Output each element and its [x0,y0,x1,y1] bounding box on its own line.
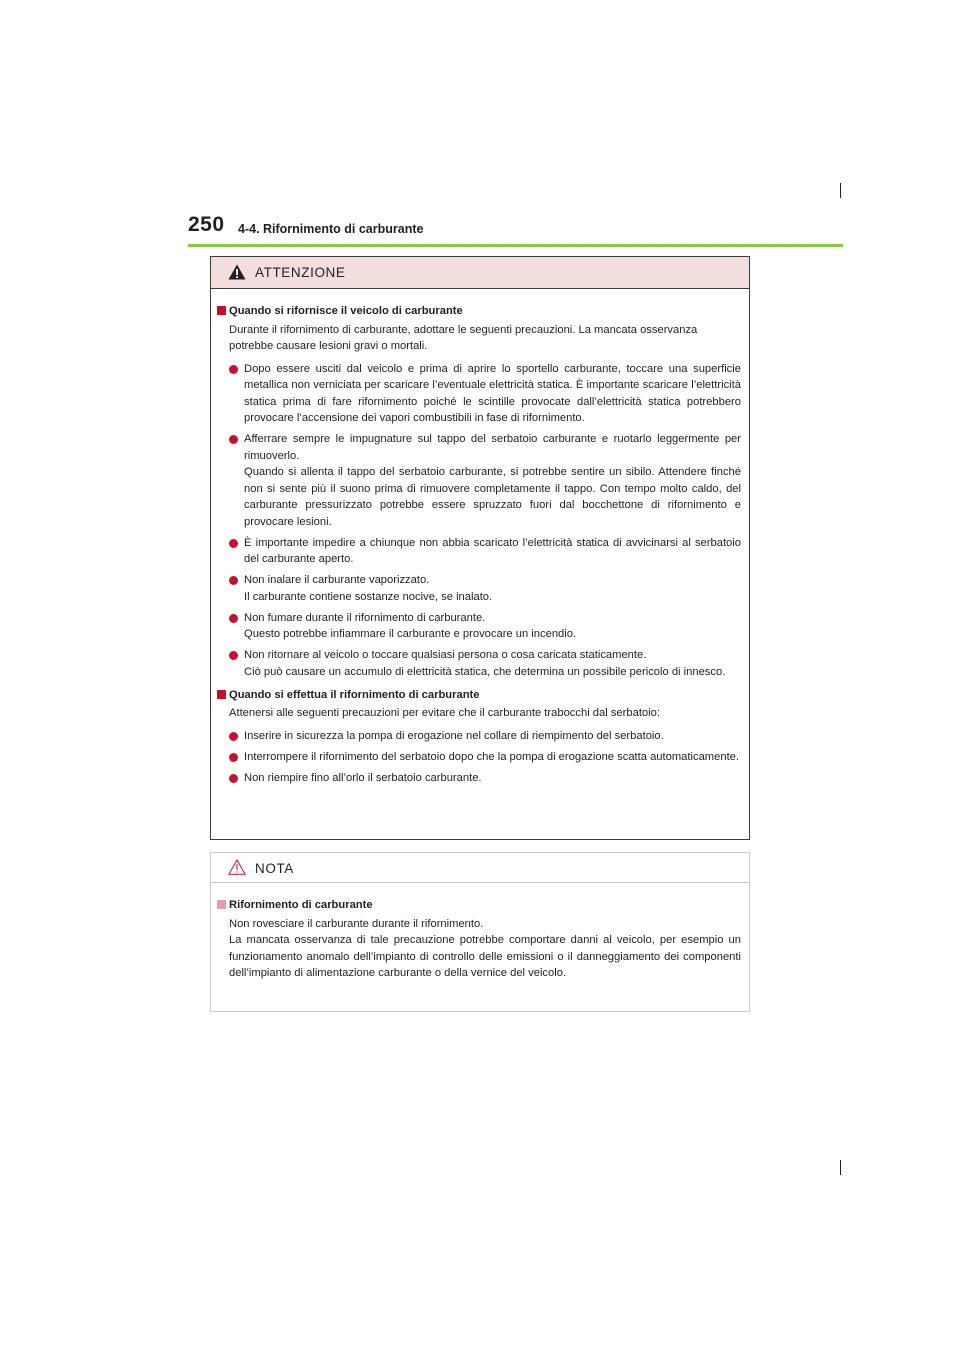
warning-section-intro: Durante il rifornimento di carburante, adottare le seguenti precauzioni. La mancata osservanza potrebbe causare lesioni gravi o mortali. [229,323,698,352]
note-content [211,883,749,982]
list-item [217,728,741,745]
list-item-text: Ciò può causare un accumulo di elettricità statica, che determina un possibile pericolo di innesco. [244,665,726,678]
list-item [217,431,741,530]
list-item-text: Non riempire fino all’orlo il serbatoio carburante. [244,771,482,784]
list-item-text: Interrompere il rifornimento del serbatoio dopo che la pompa di erogazione scatta automaticamente. [244,750,740,763]
list-item-text: Non ritornare al veicolo o toccare qualsiasi persona o cosa caricata staticamente. [244,649,647,661]
note-line: Non rovesciare il carburante durante il rifornimento. [229,917,484,930]
warning-content [211,289,749,786]
list-item-text: Non fumare durante il rifornimento di carburante. [244,611,486,624]
square-bullet-icon [217,690,226,699]
round-bullet-icon [229,753,238,762]
note-section-title: Rifornimento di carburante [217,897,741,914]
list-item [217,572,741,605]
list-item [217,749,741,766]
list-item-text: Non inalare il carburante vaporizzato. [244,574,430,586]
list-item [217,610,741,643]
round-bullet-icon [229,651,238,660]
crop-mark-top [840,183,841,198]
round-bullet-icon [229,732,238,741]
warning-section-title: Quando si effettua il rifornimento di carburante [217,687,741,704]
list-item-text: È importante impedire a chiunque non abbia scaricato l’elettricità statica di avvicinarsi al serbatoio del carburante aperto. [244,536,741,565]
section-title: 4-4. Rifornimento di carburante [238,222,424,236]
round-bullet-icon [229,365,238,374]
header-rule [188,244,843,247]
list-item-text: Il carburante contiene sostanze nocive, se inalato. [244,590,493,603]
list-item [217,770,741,787]
note-line: La mancata osservanza di tale precauzione potrebbe comportare danni al veicolo, per esempio un funzionamento anomalo dell’impianto di controllo delle emissioni o il danneggiamento dei componenti dell’impianto di alimentazione carburante o della vernice del veicolo. [229,934,741,979]
round-bullet-icon [229,435,238,444]
list-item-text: Questo potrebbe infiammare il carburante e provocare un incendio. [244,628,577,640]
list-item [217,361,741,427]
list-item-text: Quando si allenta il tappo del serbatoio carburante, si potrebbe sentire un sibilo. Attendere finché non si sente più il suono prima di rimuovere completamente il tappo. Con tempo molto caldo, del carburante pressurizzato potrebbe essere spruzzato fuori dal bocchettone di rifornimento e provocare lesioni. [244,466,741,528]
square-bullet-icon [217,306,226,315]
list-item-text: Afferrare sempre le impugnature sul tappo del serbatoio carburante e ruotarlo leggermente per rimuoverlo. [244,433,741,462]
list-item-text: Inserire in sicurezza la pompa di erogazione nel collare di riempimento del serbatoio. [244,729,664,742]
round-bullet-icon [229,539,238,548]
round-bullet-icon [229,576,238,585]
note-body [217,916,741,982]
note-title: NOTA [255,861,294,876]
warning-header [211,257,749,289]
warning-section-title: Quando si rifornisce il veicolo di carburante [217,303,741,320]
page-number: 250 [188,213,225,236]
note-header [211,853,749,883]
round-bullet-icon [229,614,238,623]
round-bullet-icon [229,774,238,783]
warning-box [210,256,750,840]
warning-section-intro: Attenersi alle seguenti precauzioni per evitare che il carburante trabocchi dal serbatoio: [229,707,660,719]
list-item-text: Dopo essere usciti dal veicolo e prima di aprire lo sportello carburante, toccare una superficie metallica non verniciata per scaricare l’eventuale elettricità statica. È importante scaricare l’elettricità statica prima di fare rifornimento poiché le scintille provocate dall’elettricità statica potrebbero provocare l’accensione dei vapori combustibili in fase di rifornimento. [244,362,741,424]
warning-triangle-icon [228,264,246,280]
list-item [217,647,741,680]
warning-title: ATTENZIONE [255,265,346,280]
note-box [210,852,750,1012]
note-triangle-icon [228,859,246,875]
page-header [188,213,848,247]
crop-mark-bottom [840,1160,841,1175]
square-bullet-icon [217,900,226,909]
list-item [217,535,741,568]
